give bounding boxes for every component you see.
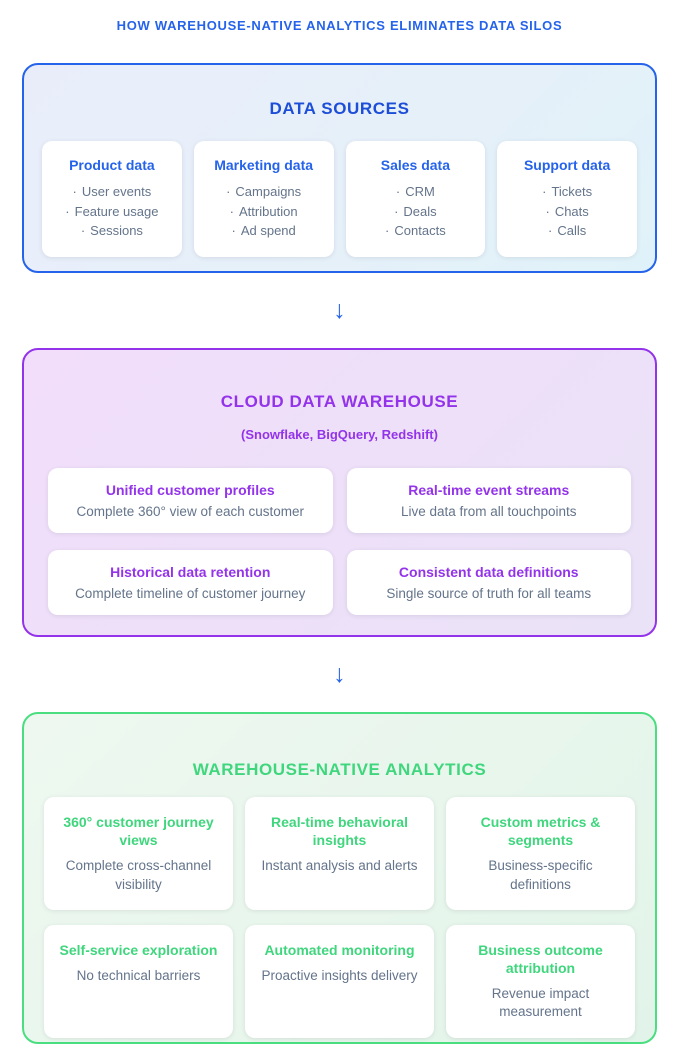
analytics-card-metrics: [446, 797, 635, 910]
list-item: · Campaigns: [200, 182, 328, 202]
card-title: Marketing data: [214, 157, 314, 173]
card-description: Complete 360° view of each customer: [76, 504, 304, 519]
card-description: Revenue impact measurement: [491, 986, 590, 1020]
analytics-card-monitoring: [245, 925, 434, 1038]
card-title: Historical data retention: [110, 564, 271, 580]
list-item: · Deals: [352, 202, 480, 222]
card-title: Real-time event streams: [408, 482, 570, 498]
card-title: Self-service exploration: [59, 941, 218, 958]
cloud-warehouse-subtitle: (Snowflake, BigQuery, Redshift): [241, 427, 438, 442]
card-description: Single source of truth for all teams: [386, 586, 592, 601]
warehouse-card-retention: [48, 550, 333, 615]
card-description: Complete timeline of customer journey: [75, 586, 306, 601]
card-title: Business outcome attribution: [478, 941, 603, 976]
list-item: · User events: [48, 182, 176, 202]
list-item: · Chats: [503, 202, 631, 222]
data-sources-card-row: [42, 141, 637, 257]
analytics-card-behavioral: [245, 797, 434, 910]
card-title: Product data: [69, 157, 155, 173]
data-source-card-sales: [346, 141, 486, 257]
card-title: Automated monitoring: [264, 941, 415, 958]
warehouse-card-profiles: [48, 468, 333, 533]
card-description: Complete cross-channel visibility: [65, 858, 212, 892]
data-source-card-support: [497, 141, 637, 257]
list-item: · Attribution: [200, 202, 328, 222]
card-title: Real-time behavioral insights: [271, 814, 408, 849]
list-item: · Calls: [503, 221, 631, 241]
card-title: Custom metrics & segments: [480, 814, 601, 849]
list-item: · Sessions: [48, 221, 176, 241]
page-title: HOW WAREHOUSE-NATIVE ANALYTICS ELIMINATES DATA SILOS: [116, 18, 563, 33]
analytics-card-selfservice: [44, 925, 233, 1038]
list-item: · Tickets: [503, 182, 631, 202]
card-description: Proactive insights delivery: [261, 968, 418, 983]
data-source-card-marketing: [194, 141, 334, 257]
card-title: 360° customer journey views: [63, 814, 214, 849]
data-sources-title: DATA SOURCES: [269, 99, 410, 118]
cloud-warehouse-section: [22, 348, 657, 637]
down-arrow-icon: ↓: [333, 660, 346, 688]
card-description: Instant analysis and alerts: [261, 858, 418, 874]
analytics-card-grid: [44, 797, 635, 1038]
card-title: Unified customer profiles: [105, 482, 275, 498]
card-title: Consistent data definitions: [398, 564, 579, 580]
analytics-title: WAREHOUSE-NATIVE ANALYTICS: [192, 760, 487, 779]
data-source-card-product: [42, 141, 182, 257]
analytics-section: [22, 712, 657, 1044]
analytics-card-attribution: [446, 925, 635, 1038]
card-description: Live data from all touchpoints: [400, 504, 577, 519]
data-sources-section: [22, 63, 657, 273]
analytics-card-journey: [44, 797, 233, 910]
card-description: Business-specific definitions: [488, 858, 593, 892]
down-arrow-icon: ↓: [333, 296, 346, 324]
list-item: · CRM: [352, 182, 480, 202]
card-title: Support data: [523, 157, 611, 173]
list-item: · Ad spend: [200, 221, 328, 241]
warehouse-card-definitions: [347, 550, 632, 615]
cloud-warehouse-title: CLOUD DATA WAREHOUSE: [220, 392, 459, 411]
card-description: No technical barriers: [76, 968, 201, 983]
list-item: · Feature usage: [48, 202, 176, 222]
list-item: · Contacts: [352, 221, 480, 241]
card-title: Sales data: [380, 157, 450, 173]
warehouse-card-grid: [48, 468, 631, 615]
warehouse-card-streams: [347, 468, 632, 533]
